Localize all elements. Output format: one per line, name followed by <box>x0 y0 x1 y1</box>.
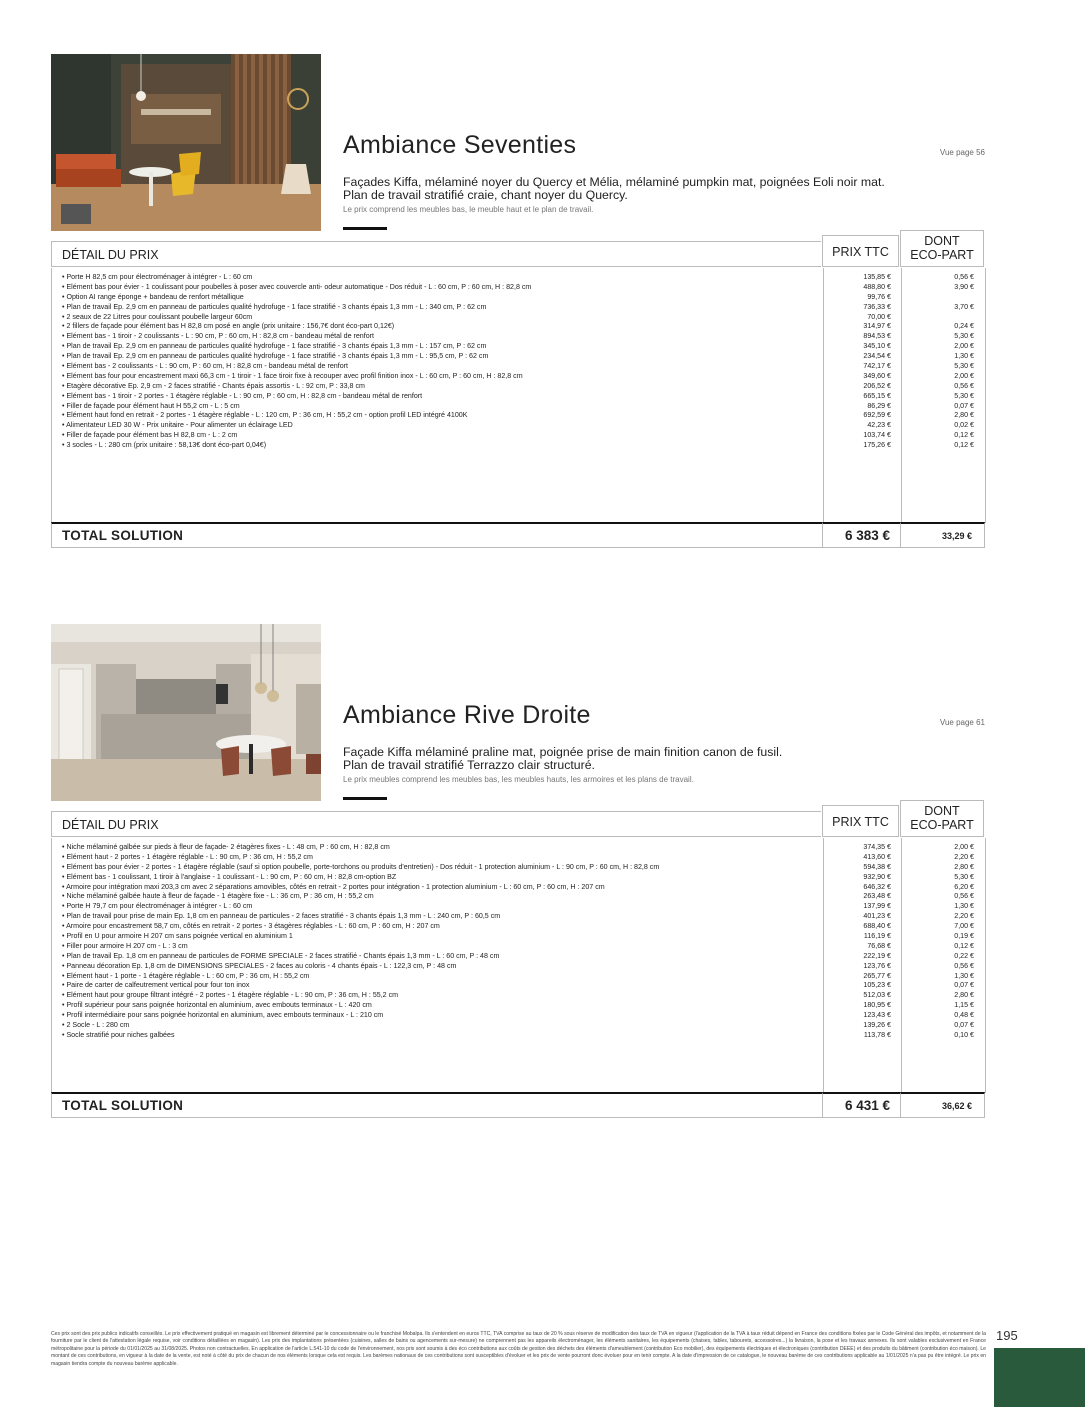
table-row <box>62 892 986 902</box>
row-prix: 42,23 € <box>867 421 891 430</box>
table-row <box>62 942 986 952</box>
row-label: • Profil supérieur pour sans poignée horizontal en aluminium, avec embouts terminaux - L : 420 cm <box>62 1001 372 1010</box>
row-prix: 99,76 € <box>867 292 891 301</box>
row-eco-part: 2,80 € <box>954 991 974 1000</box>
row-label: • Elément haut - 2 portes - 1 étagère réglable - L : 90 cm, P : 36 cm, H : 55,2 cm <box>62 852 313 861</box>
kitchen-photo-rive-droite <box>51 624 321 801</box>
row-prix: 206,52 € <box>863 381 891 390</box>
row-eco-part: 2,20 € <box>954 852 974 861</box>
header-eco-line-1: DONT <box>924 804 960 818</box>
table-row <box>62 981 986 991</box>
row-label: • Paire de carter de calfeutrement vertical pour four ton inox <box>62 981 250 990</box>
table-header <box>51 805 985 838</box>
vue-page-link[interactable]: Vue page 61 <box>939 718 985 727</box>
table-row <box>62 322 986 332</box>
table-row <box>62 932 986 942</box>
section-rive-droite <box>51 624 985 1124</box>
row-prix: 742,17 € <box>863 362 891 371</box>
header-detail: DÉTAIL DU PRIX <box>51 811 821 837</box>
table-row <box>62 372 986 382</box>
section-title: Ambiance Rive Droite <box>343 701 591 729</box>
row-label: • Alimentateur LED 30 W - Prix unitaire - Pour alimenter un éclairage LED <box>62 421 293 430</box>
description-line-1: Façade Kiffa mélaminé praline mat, poignée prise de main finition canon de fusil. <box>343 745 783 759</box>
row-eco-part: 2,00 € <box>954 371 974 380</box>
row-prix: 894,53 € <box>863 332 891 341</box>
title-rule <box>343 797 387 800</box>
row-label: • Elément haut - 1 porte - 1 étagère réglable - L : 60 cm, P : 36 cm, H : 55,2 cm <box>62 971 310 980</box>
row-eco-part: 5,30 € <box>954 391 974 400</box>
total-eco-part: 33,29 € <box>900 522 985 548</box>
vue-page-link[interactable]: Vue page 56 <box>939 148 985 157</box>
row-eco-part: 5,30 € <box>954 872 974 881</box>
row-eco-part: 1,30 € <box>954 902 974 911</box>
price-note: Le prix comprend les meubles bas, le meuble haut et le plan de travail. <box>343 205 594 214</box>
description-line-2: Plan de travail stratifié Terrazzo clair structuré. <box>343 758 595 772</box>
row-label: • Elément bas - 1 tiroir - 2 coulissants - L : 90 cm, P : 60 cm, H : 82,8 cm - bandeau métal de renfort <box>62 332 374 341</box>
row-prix: 736,33 € <box>863 302 891 311</box>
row-prix: 113,78 € <box>863 1030 891 1039</box>
row-eco-part: 2,80 € <box>954 862 974 871</box>
row-prix: 314,97 € <box>863 322 891 331</box>
row-label: • Option AI range éponge + bandeau de renfort métallique <box>62 292 244 301</box>
row-prix: 665,15 € <box>863 391 891 400</box>
row-label: • Elément haut pour groupe filtrant intégré - 2 portes - 1 étagère réglable - L : 90 cm, P : 36 cm, H : 55,2 cm <box>62 991 399 1000</box>
table-row <box>62 421 986 431</box>
total-prix: 6 431 € <box>822 1092 900 1118</box>
table-row <box>62 313 986 323</box>
row-prix: 646,32 € <box>863 882 891 891</box>
table-rows <box>62 843 986 1041</box>
row-prix: 116,19 € <box>863 932 891 941</box>
total-label: TOTAL SOLUTION <box>51 522 822 548</box>
row-label: • Elément bas - 2 coulissants - L : 90 cm, P : 60 cm, H : 82,8 cm - bandeau métal de renfort <box>62 362 348 371</box>
row-prix: 86,29 € <box>867 401 891 410</box>
header-prix-ttc: PRIX TTC <box>822 805 899 837</box>
description-line-1: Façades Kiffa, mélaminé noyer du Quercy et Mélia, mélaminé pumpkin mat, poignées Eoli noir mat. <box>343 175 885 189</box>
row-eco-part: 0,07 € <box>954 981 974 990</box>
row-label: • Filler de façade pour élément bas H 82,8 cm - L : 2 cm <box>62 431 238 440</box>
green-corner-block <box>994 1348 1085 1407</box>
header-eco-line-2: ECO-PART <box>910 248 974 262</box>
total-row <box>51 1092 985 1118</box>
row-prix: 222,19 € <box>863 951 891 960</box>
row-label: • Niche mélaminé galbée sur pieds à fleur de façade- 2 étagères fixes - L : 48 cm, P : 60 cm, H : 82,8 cm <box>62 843 390 851</box>
row-prix: 345,10 € <box>863 342 891 351</box>
row-eco-part: 2,00 € <box>954 342 974 351</box>
row-label: • 2 Socle - L : 280 cm <box>62 1021 130 1030</box>
total-eco-part: 36,62 € <box>900 1092 985 1118</box>
row-prix: 103,74 € <box>863 431 891 440</box>
row-eco-part: 2,20 € <box>954 912 974 921</box>
row-eco-part: 0,10 € <box>954 1030 974 1039</box>
row-eco-part: 0,02 € <box>954 421 974 430</box>
row-prix: 349,60 € <box>863 371 891 380</box>
table-row <box>62 962 986 972</box>
row-prix: 401,23 € <box>863 912 891 921</box>
row-eco-part: 0,22 € <box>954 951 974 960</box>
row-label: • Elément bas - 1 tiroir - 2 portes - 1 étagère réglable - L : 90 cm, P : 60 cm, H : 82,8 cm - bandeau métal de renfort <box>62 391 423 400</box>
row-eco-part: 2,80 € <box>954 411 974 420</box>
row-label: • Niche mélaminé galbée haute à fleur de façade - 1 étagère fixe - L : 36 cm, P : 36 cm, H : 55,2 cm <box>62 892 374 901</box>
row-prix: 263,48 € <box>863 892 891 901</box>
row-label: • Profil intermédiaire pour sans poignée horizontal en aluminium, avec embouts terminaux - L : 210 cm <box>62 1011 384 1020</box>
table-row <box>62 431 986 441</box>
row-eco-part: 1,30 € <box>954 971 974 980</box>
row-label: • 2 fillers de façade pour élément bas H 82,8 cm posé en angle (prix unitaire : 156,7€ dont éco-part 0,12€) <box>62 322 395 331</box>
table-row <box>62 332 986 342</box>
row-prix: 135,85 € <box>863 273 891 281</box>
table-row <box>62 912 986 922</box>
row-eco-part: 1,30 € <box>954 352 974 361</box>
row-eco-part: 3,70 € <box>954 302 974 311</box>
table-row <box>62 972 986 982</box>
table-row <box>62 382 986 392</box>
table-rows <box>62 273 986 451</box>
table-row <box>62 293 986 303</box>
row-prix: 137,99 € <box>863 902 891 911</box>
table-row <box>62 922 986 932</box>
row-eco-part: 0,24 € <box>954 322 974 331</box>
table-row <box>62 342 986 352</box>
row-prix: 175,26 € <box>863 441 891 450</box>
table-row <box>62 352 986 362</box>
row-prix: 413,60 € <box>863 852 891 861</box>
total-label: TOTAL SOLUTION <box>51 1092 822 1118</box>
row-prix: 180,95 € <box>863 1001 891 1010</box>
row-label: • Elément bas pour évier - 2 portes - 1 étagère réglable (sauf si option poubelle, porte-torchons ou produits d'entretien) - Dos réduit - 1 protection aluminium - L : 90 cm, P : 60 cm, H : 82,8 cm <box>62 862 660 871</box>
header-detail: DÉTAIL DU PRIX <box>51 241 821 267</box>
table-row <box>62 303 986 313</box>
row-label: • Socle stratifié pour niches galbées <box>62 1030 175 1039</box>
row-label: • Porte H 82,5 cm pour électroménager à intégrer - L : 60 cm <box>62 273 253 281</box>
section-title: Ambiance Seventies <box>343 131 577 159</box>
table-row <box>62 1011 986 1021</box>
table-row <box>62 902 986 912</box>
row-eco-part: 0,48 € <box>954 1011 974 1020</box>
kitchen-photo-seventies <box>51 54 321 231</box>
table-row <box>62 853 986 863</box>
row-eco-part: 0,12 € <box>954 431 974 440</box>
table-row <box>62 863 986 873</box>
section-seventies <box>51 54 985 554</box>
table-row <box>62 362 986 372</box>
header-eco-part <box>900 800 984 837</box>
table-row <box>62 411 986 421</box>
description-line-2: Plan de travail stratifié craie, chant noyer du Quercy. <box>343 188 628 202</box>
row-label: • Elément bas pour évier - 1 coulissant pour poubelles à poser avec couvercle anti- odeur automatique - Dos réduit - L : 60 cm, P : 60 cm, H : 82,8 cm <box>62 282 532 291</box>
total-prix: 6 383 € <box>822 522 900 548</box>
table-row <box>62 402 986 412</box>
row-label: • Plan de travail pour prise de main Ep. 1,8 cm en panneau de particules - 2 faces stratifié - 3 chants épais 1,3 mm - L : 240 cm, P : 60,5 cm <box>62 912 501 921</box>
row-eco-part: 0,07 € <box>954 1021 974 1030</box>
row-eco-part: 0,56 € <box>954 381 974 390</box>
header-eco-part <box>900 230 984 267</box>
row-label: • Elément bas four pour encastrement maxi 66,3 cm - 1 tiroir - 1 face tiroir fixe à recouper avec profil finition inox - L : 60 cm, P : 60 cm, H : 82,8 cm <box>62 371 523 380</box>
table-row <box>62 991 986 1001</box>
row-label: • Plan de travail Ep. 1,8 cm en panneau de particules de FORME SPECIALE - 2 faces stratifié - Chants épais 1,3 mm - L : 60 cm, P : 48 cm <box>62 951 500 960</box>
row-label: • Panneau décoration Ep. 1,8 cm de DIMENSIONS SPECIALES - 2 faces au coloris - 4 chants épais - L : 122,3 cm, P : 48 cm <box>62 961 457 970</box>
row-eco-part: 3,90 € <box>954 282 974 291</box>
row-eco-part: 1,15 € <box>954 1001 974 1010</box>
header-eco-line-2: ECO-PART <box>910 818 974 832</box>
row-eco-part: 2,00 € <box>954 843 974 851</box>
row-label: • Filler de façade pour élément haut H 55,2 cm - L : 5 cm <box>62 401 240 410</box>
row-label: • Plan de travail Ep. 2,9 cm en panneau de particules qualité hydrofuge - 1 face stratifié - 3 chants épais 1,3 mm - L : 157 cm, P : 62 cm <box>62 342 487 351</box>
total-row <box>51 522 985 548</box>
table-body <box>51 838 985 1094</box>
row-label: • Plan de travail Ep. 2,9 cm en panneau de particules qualité hydrofuge - 1 face stratifié - 3 chants épais 1,3 mm - L : 95,5 cm, P : 62 cm <box>62 352 489 361</box>
row-label: • Porte H 79,7 cm pour électroménager à intégrer - L : 60 cm <box>62 902 253 911</box>
row-label: • 2 seaux de 22 Litres pour coulissant poubelle largeur 60cm <box>62 312 253 321</box>
row-prix: 139,26 € <box>863 1021 891 1030</box>
table-row <box>62 392 986 402</box>
row-prix: 70,00 € <box>867 312 891 321</box>
row-label: • Profil en U pour armoire H 207 cm sans poignée vertical en aluminium 1 <box>62 932 293 941</box>
table-row <box>62 873 986 883</box>
table-row <box>62 952 986 962</box>
row-prix: 932,90 € <box>863 872 891 881</box>
row-eco-part: 5,30 € <box>954 332 974 341</box>
row-prix: 265,77 € <box>863 971 891 980</box>
row-prix: 488,80 € <box>863 282 891 291</box>
table-row <box>62 283 986 293</box>
table-row <box>62 883 986 893</box>
table-row <box>62 273 986 283</box>
row-prix: 692,59 € <box>863 411 891 420</box>
row-label: • Etagère décorative Ep. 2,9 cm - 2 faces stratifié - Chants épais assortis - L : 92 cm, P : 33,8 cm <box>62 381 365 390</box>
table-row <box>62 843 986 853</box>
row-label: • Filler pour armoire H 207 cm - L : 3 cm <box>62 941 188 950</box>
header-eco-line-1: DONT <box>924 234 960 248</box>
row-eco-part: 0,12 € <box>954 941 974 950</box>
row-prix: 374,35 € <box>863 843 891 851</box>
row-label: • Elément bas - 1 coulissant, 1 tiroir à l'anglaise - 1 coulissant - L : 90 cm, P : 60 cm, H : 82,8 cm-option BZ <box>62 872 397 881</box>
row-eco-part: 0,07 € <box>954 401 974 410</box>
row-prix: 594,38 € <box>863 862 891 871</box>
row-prix: 105,23 € <box>863 981 891 990</box>
row-prix: 234,54 € <box>863 352 891 361</box>
row-eco-part: 0,56 € <box>954 892 974 901</box>
row-eco-part: 0,56 € <box>954 961 974 970</box>
table-header <box>51 235 985 268</box>
row-prix: 688,40 € <box>863 922 891 931</box>
table-row <box>62 1021 986 1031</box>
row-label: • Armoire pour intégration maxi 203,3 cm avec 2 séparations amovibles, côtés en retrait - 2 portes pour intégration - 1 protection aluminium - L : 60 cm, P : 60 cm, H : 207 cm <box>62 882 605 891</box>
header-prix-ttc: PRIX TTC <box>822 235 899 267</box>
row-label: • Armoire pour encastrement 58,7 cm, côtés en retrait - 2 portes - 3 étagères réglables - L : 60 cm, P : 60 cm, H : 207 cm <box>62 922 440 931</box>
table-row <box>62 1031 986 1041</box>
row-eco-part: 6,20 € <box>954 882 974 891</box>
row-prix: 123,43 € <box>863 1011 891 1020</box>
title-rule <box>343 227 387 230</box>
row-eco-part: 0,12 € <box>954 441 974 450</box>
row-eco-part: 5,30 € <box>954 362 974 371</box>
row-eco-part: 0,56 € <box>954 273 974 281</box>
row-prix: 512,03 € <box>863 991 891 1000</box>
row-label: • 3 socles - L : 280 cm (prix unitaire : 58,13€ dont éco-part 0,04€) <box>62 441 267 450</box>
row-eco-part: 0,19 € <box>954 932 974 941</box>
legal-footer: Ces prix sont des prix publics indicatifs conseillés. Le prix effectivement pratiqué en magasin est librement déterminé par le concessionnaire ou le franchisé Mobalpa. Ils s'entendent en euros TTC, TVA comprise au taux de 20 % sous réserve de modification des taux de TVA en vigueur (l'application de la TVA à taux réduit dépend en France des conditions fixées par le Code Général des impôts, et notamment de la fourniture par le client de l'attestation légale requise, voir conditions détaillées en magasin). Les prix des implantations présentées (cuisines, salles de bains ou agencements sur-mesure) ne comprennent pas les appareils électroménager, les éléments sanitaires, les équipements (chaises, tables, tabourets, accessoires...) la livraison, la pose et les travaux annexes. Ils sont valables exclusivement en France métropolitaine pour la période du 01/01/2025 au 31/08/2025. Photos non contractuelles. En application de l'article L.541-10 du code de l'environnement, nos prix sont soumis à des éco contributions aux coûts de gestion des déchets des éléments d'ameublement (contribution Eco mobilier), des équipements électriques et électroniques (contribution DEEE) et des produits du bâtiment (contribution éco maison). Le montant de ces contributions, en vigueur à la date de la vente, est noté à côté du prix de chacun de nos éléments lorsque cela est requis. Les barèmes nationaux de ces contributions sont susceptibles d'évoluer et les prix de vente pourront donc évoluer pour en tenir compte. A la date d'impression de ce catalogue, le nouveau barème de ces contributions applicable au 1/01/2025 n'a pas pu être intégré. Le prix en magasin tiendra compte du nouveau barème applicable. <box>51 1331 986 1367</box>
price-note: Le prix meubles comprend les meubles bas, les meubles hauts, les armoires et les plans de travail. <box>343 775 694 784</box>
table-row <box>62 441 986 451</box>
table-row <box>62 1001 986 1011</box>
row-label: • Elément haut fond en retrait - 2 portes - 1 étagère réglable - L : 120 cm, P : 36 cm, H : 55,2 cm - option profil LED intégré 4100K <box>62 411 468 420</box>
row-eco-part: 7,00 € <box>954 922 974 931</box>
page-number: 195 <box>996 1328 1018 1343</box>
row-prix: 76,68 € <box>867 941 891 950</box>
row-label: • Plan de travail Ep. 2,9 cm en panneau de particules qualité hydrofuge - 1 face stratifié - 3 chants épais 1,3 mm - L : 340 cm, P : 62 cm <box>62 302 487 311</box>
row-prix: 123,76 € <box>863 961 891 970</box>
table-body <box>51 268 985 524</box>
